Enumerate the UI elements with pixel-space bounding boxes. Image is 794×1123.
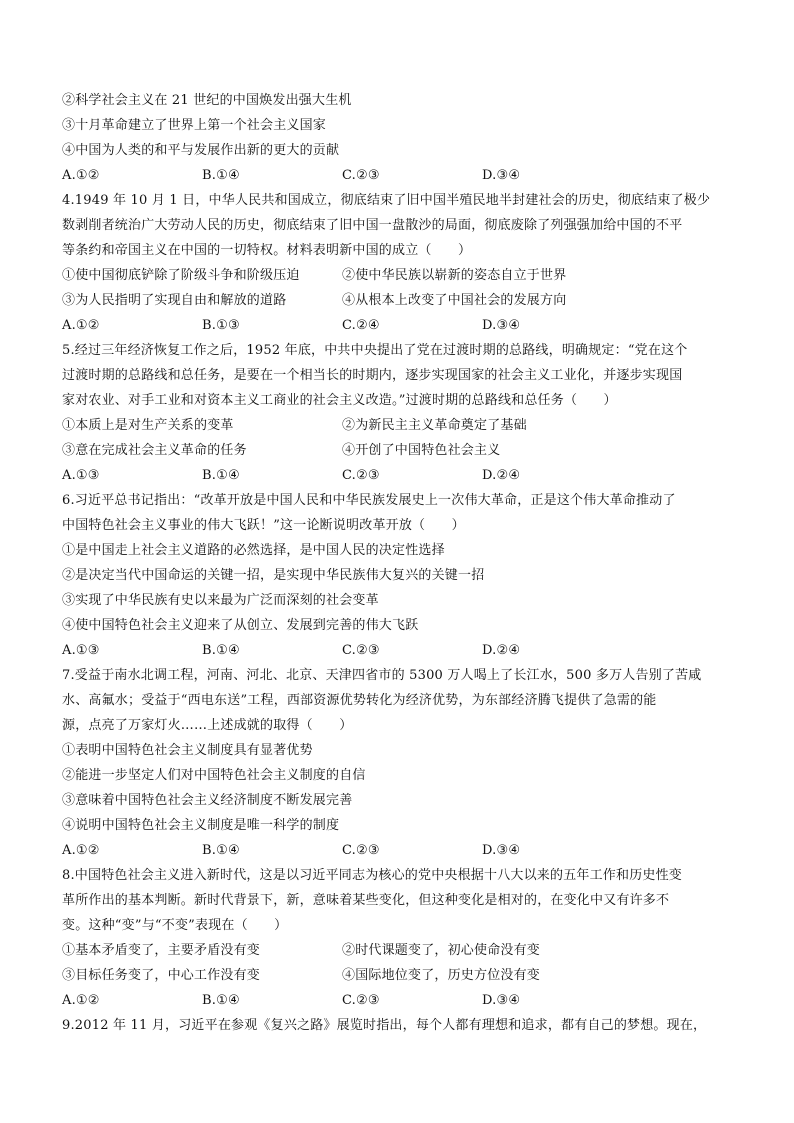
option-b: B.①④ — [202, 993, 240, 1008]
question-6 — [62, 488, 742, 663]
statement-item: ③实现了中华民族有史以来最为广泛而深刻的社会变革 — [62, 593, 379, 608]
option-c: C.②③ — [342, 993, 380, 1008]
question-4 — [62, 188, 742, 338]
statement-item: ④国际地位变了，历史方位没有变 — [342, 968, 541, 983]
question-stem-line: 6.习近平总书记指出：“改革开放是中国人民和中华民族发展史上一次伟大革命，正是这个伟大革命推动了 — [62, 493, 676, 508]
question-stem-line: 过渡时期的总路线和总任务，是要在一个相当长的时期内，逐步实现国家的社会主义工业化，并逐步实现国 — [62, 368, 683, 383]
statement-item: ①使中国彻底铲除了阶级斗争和阶级压迫 — [62, 268, 300, 283]
option-d: D.③④ — [482, 993, 521, 1008]
statement-row — [62, 413, 742, 438]
option-d: D.②④ — [482, 643, 521, 658]
option-a: A.①③ — [62, 468, 100, 483]
statement-item: ③意味着中国特色社会主义经济制度不断发展完善 — [62, 793, 353, 808]
question-5 — [62, 338, 742, 488]
statement-row — [62, 938, 742, 963]
answer-options — [62, 988, 742, 1013]
statement-item: ④从根本上改变了中国社会的发展方向 — [342, 293, 567, 308]
statement-item: ③为人民指明了实现自由和解放的道路 — [62, 293, 287, 308]
question-8 — [62, 863, 742, 1013]
option-a: A.①② — [62, 993, 100, 1008]
statement-row — [62, 288, 742, 313]
answer-options — [62, 638, 742, 663]
statement-item: ③意在完成社会主义革命的任务 — [62, 443, 247, 458]
question-7 — [62, 663, 742, 863]
question-stem-line: 中国特色社会主义事业的伟大飞跃！”这一论断说明改革开放（ ） — [62, 518, 465, 533]
question-stem-line: 源，点亮了万家灯火……上述成就的取得（ ） — [62, 718, 353, 733]
option-b: B.①④ — [202, 468, 240, 483]
answer-options — [62, 838, 742, 863]
option-d: D.③④ — [482, 168, 521, 183]
option-c: C.②③ — [342, 468, 380, 483]
statement-item: ③目标任务变了，中心工作没有变 — [62, 968, 261, 983]
question-stem-line: 数剥削者统治广大劳动人民的历史，彻底结束了旧中国一盘散沙的局面，彻底废除了列强强加给中国的不平 — [62, 218, 683, 233]
question-stem-line: 8.中国特色社会主义进入新时代，这是以习近平同志为核心的党中央根据十八大以来的五年工作和历史性变 — [62, 868, 683, 883]
statement-item: ①本质上是对生产关系的变革 — [62, 418, 234, 433]
statement-item: ④说明中国特色社会主义制度是唯一科学的制度 — [62, 818, 340, 833]
answer-options — [62, 163, 742, 188]
question-stem-line: 家对农业、对手工业和对资本主义工商业的社会主义改造。”过渡时期的总路线和总任务（ ） — [62, 393, 617, 408]
question-3-tail — [62, 88, 742, 188]
statement-item: ②为新民主主义革命奠定了基础 — [342, 418, 527, 433]
option-a: A.①② — [62, 168, 100, 183]
option-c: C.②③ — [342, 643, 380, 658]
option-a: A.①② — [62, 318, 100, 333]
statement-item: ②时代课题变了，初心使命没有变 — [342, 943, 541, 958]
question-stem-line: 变。这种“变”与“不变”表现在（ ） — [62, 918, 288, 933]
exam-page — [62, 88, 742, 1038]
option-a: A.①③ — [62, 643, 100, 658]
option-c: C.②③ — [342, 168, 380, 183]
answer-options — [62, 313, 742, 338]
option-b: B.①③ — [202, 318, 240, 333]
option-d: D.③④ — [482, 318, 521, 333]
statement-item: ①基本矛盾变了，主要矛盾没有变 — [62, 943, 261, 958]
question-stem-line: 9.2012 年 11 月，习近平在参观《复兴之路》展览时指出，每个人都有理想和追求，都有自己的梦想。现在， — [62, 1018, 707, 1033]
statement-item: ②使中华民族以崭新的姿态自立于世界 — [342, 268, 567, 283]
statement-item: ②是决定当代中国命运的关键一招，是实现中华民族伟大复兴的关键一招 — [62, 568, 485, 583]
question-stem-line: 水、高氟水；受益于“西电东送”工程，西部资源优势转化为经济优势，为东部经济腾飞提供了急需的能 — [62, 693, 657, 708]
statement-item: ④中国为人类的和平与发展作出新的更大的贡献 — [62, 143, 340, 158]
statement-item: ④使中国特色社会主义迎来了从创立、发展到完善的伟大飞跃 — [62, 618, 419, 633]
question-9 — [62, 1013, 742, 1038]
option-c: C.②③ — [342, 843, 380, 858]
option-d: D.③④ — [482, 843, 521, 858]
statement-item: ②能进一步坚定人们对中国特色社会主义制度的自信 — [62, 768, 366, 783]
option-b: B.①④ — [202, 643, 240, 658]
statement-item: ④开创了中国特色社会主义 — [342, 443, 501, 458]
question-stem-line: 等条约和帝国主义在中国的一切特权。材料表明新中国的成立（ ） — [62, 243, 472, 258]
statement-row — [62, 263, 742, 288]
statement-item: ①是中国走上社会主义道路的必然选择，是中国人民的决定性选择 — [62, 543, 445, 558]
question-stem-line: 革所作出的基本判断。新时代背景下，新，意味着某些变化，但这种变化是相对的，在变化中又有许多不 — [62, 893, 670, 908]
question-stem-line: 4.1949 年 10 月 1 日，中华人民共和国成立，彻底结束了旧中国半殖民地半封建社会的历史，彻底结束了极少 — [62, 193, 711, 208]
question-stem-line: 5.经过三年经济恢复工作之后，1952 年底，中共中央提出了党在过渡时期的总路线，明确规定：“党在这个 — [62, 343, 688, 358]
statement-item: ③十月革命建立了世界上第一个社会主义国家 — [62, 118, 327, 133]
statement-row — [62, 963, 742, 988]
statement-item: ②科学社会主义在 21 世纪的中国焕发出强大生机 — [62, 93, 352, 108]
statement-row — [62, 438, 742, 463]
option-d: D.②④ — [482, 468, 521, 483]
question-stem-line: 7.受益于南水北调工程，河南、河北、北京、天津四省市的 5300 万人喝上了长江水，500 多万人告别了苦咸 — [62, 668, 702, 683]
option-c: C.②④ — [342, 318, 380, 333]
option-b: B.①④ — [202, 843, 240, 858]
option-b: B.①④ — [202, 168, 240, 183]
answer-options — [62, 463, 742, 488]
statement-item: ①表明中国特色社会主义制度具有显著优势 — [62, 743, 313, 758]
option-a: A.①② — [62, 843, 100, 858]
